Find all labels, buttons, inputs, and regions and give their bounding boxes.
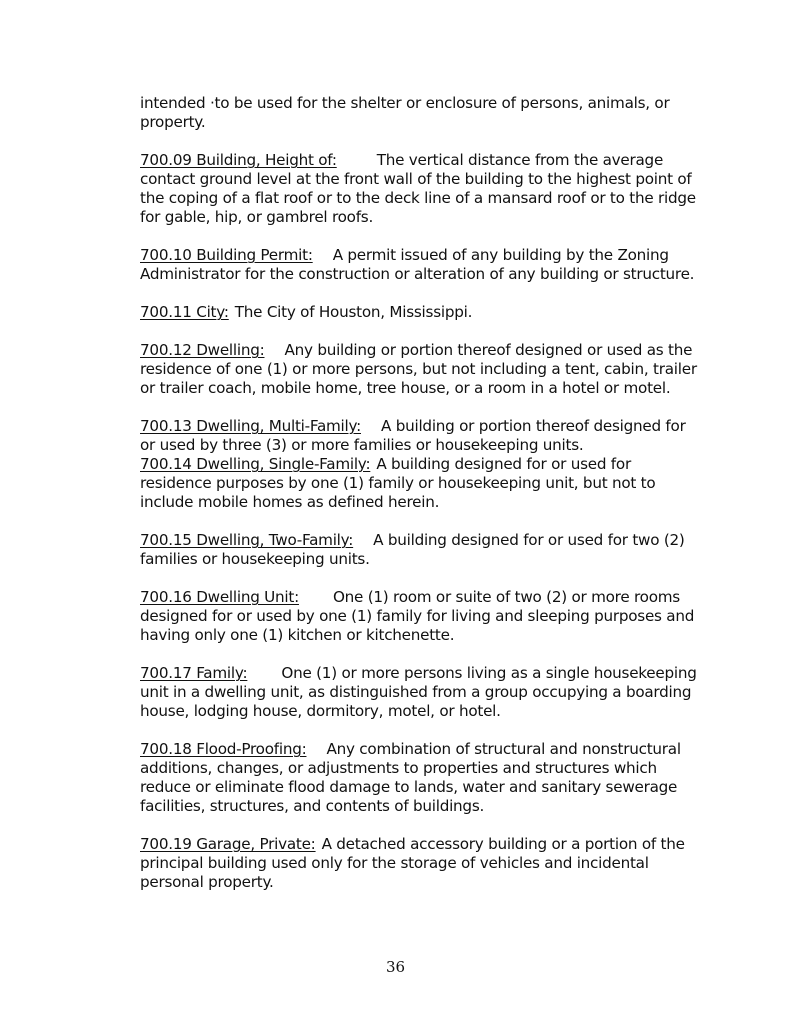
definition-text: One (1) room or suite of two (2) or more rooms designed for or used by one (1) family for living and sleeping purposes and having only one (1) kitchen or kitchenette. bbox=[140, 588, 695, 644]
definition-700-16 bbox=[140, 588, 705, 645]
definition-term: 700.19 Garage, Private: bbox=[140, 835, 316, 853]
definition-text: A building designed for or used for two (2) families or housekeeping units. bbox=[140, 531, 685, 568]
definition-text: A building designed for or used for residence purposes by one (1) family or housekeeping unit, but not to include mobile homes as defined herein. bbox=[140, 455, 656, 511]
definition-text: One (1) or more persons living as a single housekeeping unit in a dwelling unit, as distinguished from a group occupying a boarding house, lodging house, dormitory, motel, or hotel. bbox=[140, 664, 697, 720]
definition-text: The vertical distance from the average contact ground level at the front wall of the building to the highest point of the coping of a flat roof or to the deck line of a mansard roof or to the ridge for gable, hip, or gambrel roofs. bbox=[140, 151, 696, 226]
definition-700-12 bbox=[140, 341, 705, 398]
definition-text: Any building or portion thereof designed or used as the residence of one (1) or more persons, but not including a tent, cabin, trailer or trailer coach, mobile home, tree house, or a room in a hotel or motel. bbox=[140, 341, 697, 397]
definition-term: 700.13 Dwelling, Multi-Family: bbox=[140, 417, 361, 435]
definition-term: 700.12 Dwelling: bbox=[140, 341, 265, 359]
definition-text: A detached accessory building or a portion of the principal building used only for the storage of vehicles and incidental personal property. bbox=[140, 835, 685, 891]
definition-700-11 bbox=[140, 303, 705, 322]
definition-700-14 bbox=[140, 455, 705, 512]
definition-700-09 bbox=[140, 151, 705, 227]
definition-text: Any combination of structural and nonstructural additions, changes, or adjustments to properties and structures which reduce or eliminate flood damage to lands, water and sanitary sewerage facilities, structures, and contents of buildings. bbox=[140, 740, 681, 815]
definition-700-15 bbox=[140, 531, 705, 569]
document-body bbox=[140, 94, 705, 911]
definition-700-19 bbox=[140, 835, 705, 892]
continuation-text: intended ·to be used for the shelter or enclosure of persons, animals, or property. bbox=[140, 94, 670, 131]
definition-text: The City of Houston, Mississippi. bbox=[234, 303, 473, 321]
definition-term: 700.10 Building Permit: bbox=[140, 246, 313, 264]
definition-700-13 bbox=[140, 417, 705, 455]
definition-term: 700.11 City: bbox=[140, 303, 229, 321]
page-number: 36 bbox=[385, 958, 406, 976]
definition-text: A building or portion thereof designed for or used by three (3) or more families or housekeeping units. bbox=[140, 417, 686, 454]
definition-term: 700.17 Family: bbox=[140, 664, 248, 682]
definition-term: 700.09 Building, Height of: bbox=[140, 151, 337, 169]
definition-700-18 bbox=[140, 740, 705, 816]
continuation-paragraph bbox=[140, 94, 705, 132]
definition-text: A permit issued of any building by the Zoning Administrator for the construction or alteration of any building or structure. bbox=[140, 246, 695, 283]
definition-700-17 bbox=[140, 664, 705, 721]
definition-700-10 bbox=[140, 246, 705, 284]
definition-term: 700.16 Dwelling Unit: bbox=[140, 588, 299, 606]
definition-term: 700.18 Flood-Proofing: bbox=[140, 740, 307, 758]
definition-term: 700.14 Dwelling, Single-Family: bbox=[140, 455, 371, 473]
definition-term: 700.15 Dwelling, Two-Family: bbox=[140, 531, 354, 549]
